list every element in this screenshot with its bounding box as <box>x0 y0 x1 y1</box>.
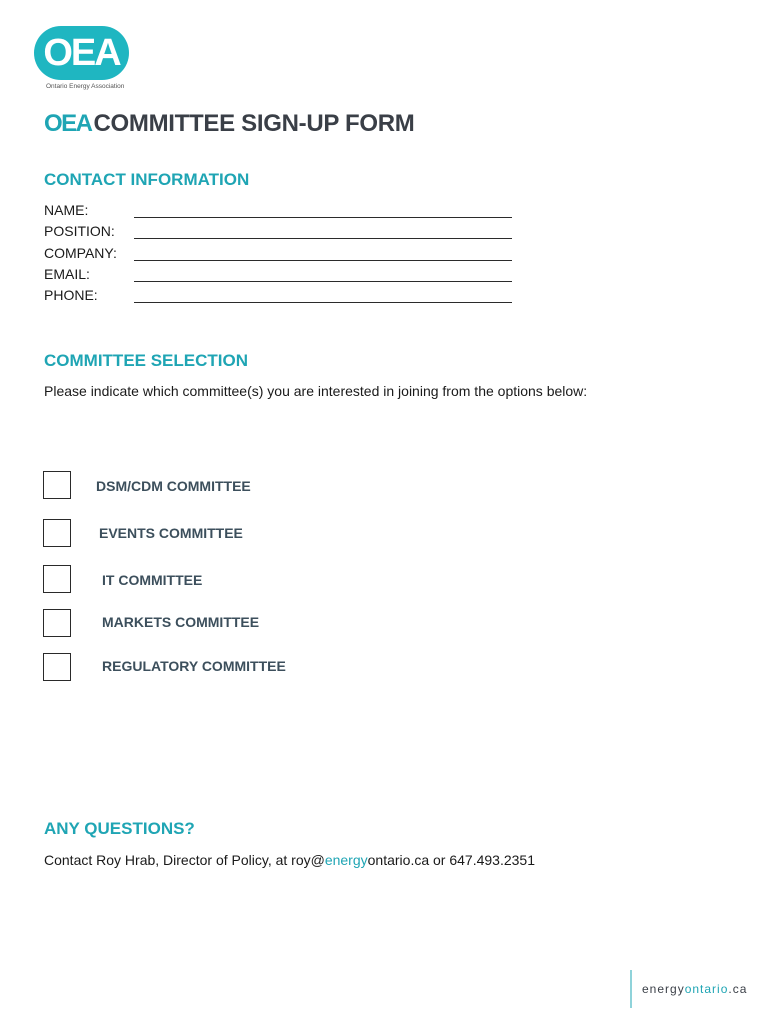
email-field-row <box>44 266 514 286</box>
title-accent: OEA <box>44 110 92 137</box>
name-field-row <box>44 202 514 222</box>
footer-brand-ontario: ontario <box>684 982 729 996</box>
contact-heading: CONTACT INFORMATION <box>44 170 250 189</box>
company-field-row <box>44 245 514 265</box>
footer-brand-energy: energy <box>642 982 685 996</box>
footer-divider <box>630 970 632 1008</box>
phone-label: PHONE: <box>44 287 98 303</box>
footer-brand[interactable] <box>642 982 747 996</box>
email-label: EMAIL: <box>44 266 90 282</box>
company-input-line[interactable] <box>134 260 512 261</box>
questions-heading: ANY QUESTIONS? <box>44 819 195 838</box>
events-label: EVENTS COMMITTEE <box>99 525 243 541</box>
position-label: POSITION: <box>44 223 115 239</box>
email-input-line[interactable] <box>134 281 512 282</box>
committee-heading: COMMITTEE SELECTION <box>44 351 248 370</box>
company-label: COMPANY: <box>44 245 117 261</box>
it-label: IT COMMITTEE <box>102 572 203 588</box>
footer-brand-domain: .ca <box>728 982 748 996</box>
name-input-line[interactable] <box>134 217 512 218</box>
committee-instructions: Please indicate which committee(s) you are interested in joining from the options below: <box>44 383 588 399</box>
contact-details <box>44 852 535 868</box>
contact-email-accent[interactable]: energy <box>324 852 368 868</box>
dsm-cdm-label: DSM/CDM COMMITTEE <box>96 478 251 494</box>
contact-text-end: ontario.ca or 647.493.2351 <box>367 852 535 868</box>
position-input-line[interactable] <box>134 238 512 239</box>
logo-badge: OEA <box>34 26 129 80</box>
position-field-row <box>44 223 514 243</box>
markets-label: MARKETS COMMITTEE <box>102 614 260 630</box>
dsm-cdm-checkbox[interactable] <box>43 471 71 499</box>
it-checkbox[interactable] <box>43 565 71 593</box>
page-title <box>44 110 414 138</box>
regulatory-checkbox[interactable] <box>43 653 71 681</box>
phone-field-row <box>44 287 514 307</box>
phone-input-line[interactable] <box>134 302 512 303</box>
events-checkbox[interactable] <box>43 519 71 547</box>
oea-logo <box>34 26 130 90</box>
markets-checkbox[interactable] <box>43 609 71 637</box>
regulatory-label: REGULATORY COMMITTEE <box>102 658 286 674</box>
logo-tagline: Ontario Energy Association <box>46 83 125 90</box>
name-label: NAME: <box>44 202 89 218</box>
contact-text-start: Contact Roy Hrab, Director of Policy, at roy@ <box>44 852 325 868</box>
title-text: COMMITTEE SIGN-UP FORM <box>93 110 415 137</box>
